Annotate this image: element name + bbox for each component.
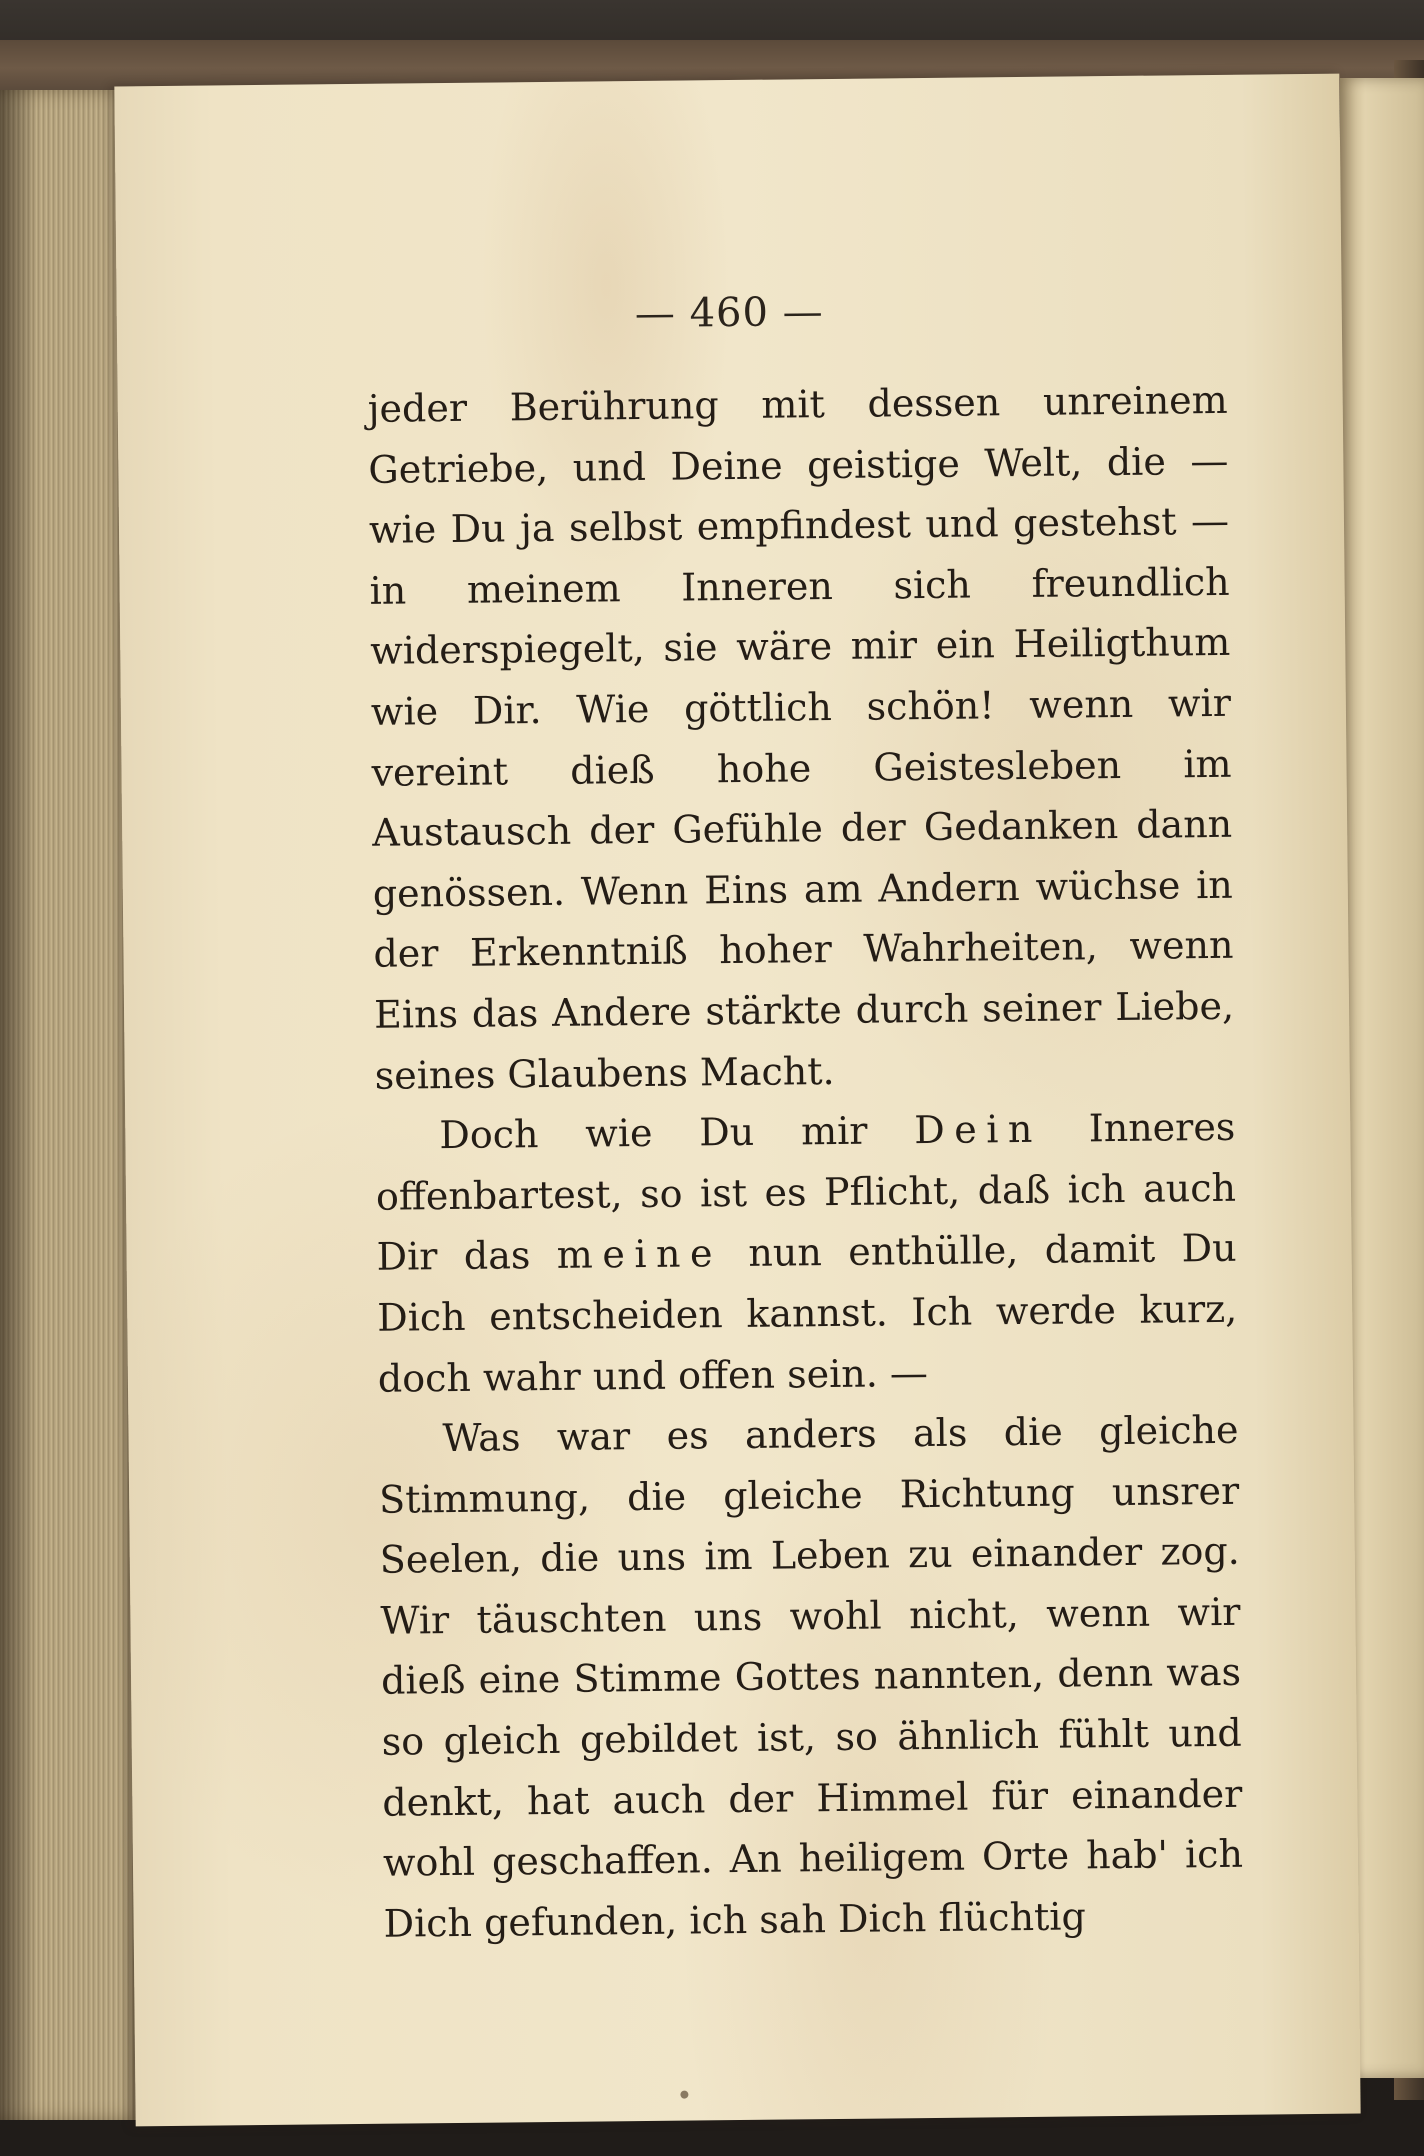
page-number: — 460 — [634, 289, 824, 338]
page-body [367, 370, 1243, 1954]
paragraph-2 [375, 1097, 1238, 1409]
paragraph-3: Was war es anders als die gleiche Stimmung, die gleiche Richtung unsrer Seelen, die uns im Leben zu einander zog. Wir täuschten uns wohl nicht, wenn wir dieß eine Stimme Gottes nannten, denn was so gleich gebildet ist, so ähnlich fühlt und denkt, hat auch der Himmel für einander wohl geschaffen. An heiligem Orte hab' ich Dich gefunden, ich sah Dich flüchtig [378, 1407, 1244, 1946]
binding-dot [680, 2091, 688, 2099]
spaced-word-dein: Dein [914, 1106, 1043, 1153]
spaced-word-meine: meine [556, 1231, 723, 1278]
paragraph-1: jeder Berührung mit dessen unreinem Getriebe, und Deine geistige Welt, die — wie Du ja selbst empfindest und gestehst — in meinem Inneren sich freundlich widerspiegelt, sie wäre mir ein Heiligthum wie Dir. Wie göttlich schön! wenn wir vereint dieß hohe Geistesleben im Austausch der Gefühle der Gedanken dann genössen. Wenn Eins am Andern wüchse in der Erkenntniß hoher Wahrheiten, wenn Eins das Andere stärkte durch seiner Liebe, seines Glaubens Macht. [367, 377, 1235, 1098]
paragraph-2-part-3: nun enthülle, damit Du Dich entscheiden kannst. Ich werde kurz, doch wahr und offen sein. — [377, 1226, 1238, 1401]
paragraph-2-part-2: Inneres offenbartest, so ist es Pflicht, daß ich auch Dir das [375, 1104, 1237, 1280]
paragraph-2-part-1: Doch wie Du mir [439, 1108, 915, 1158]
book-page [114, 74, 1360, 2127]
